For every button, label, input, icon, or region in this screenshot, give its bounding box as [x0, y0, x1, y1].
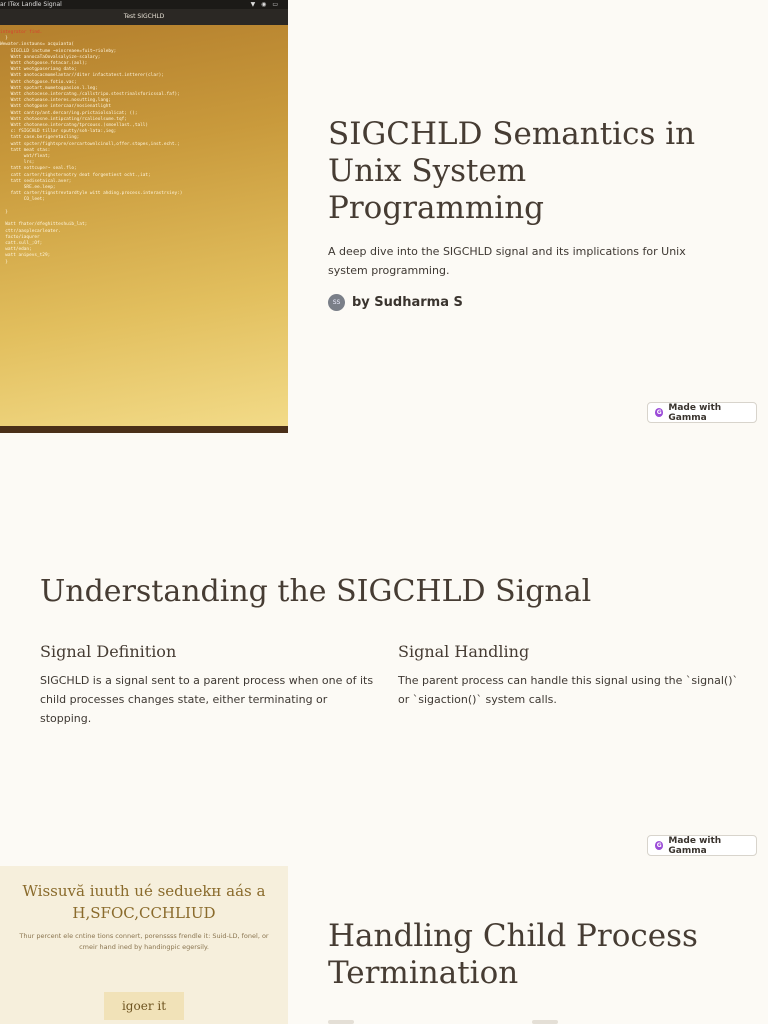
slide-title: Handling Child Process Termination	[328, 918, 698, 991]
made-with-gamma-label: Made with Gamma	[668, 402, 722, 423]
image-bottom-strip	[0, 426, 288, 433]
made-with-gamma-button[interactable]	[647, 835, 757, 856]
code-error-line: integrator find.	[0, 30, 43, 35]
image-title-line-1: Wissuvă iuuth ué seduekн aás a	[22, 882, 266, 900]
column-heading-signal-handling: Signal Handling	[398, 642, 530, 661]
terminal-screenshot-image	[0, 0, 288, 433]
author-name: by Sudharma S	[352, 295, 463, 310]
column-heading-signal-definition: Signal Definition	[40, 642, 177, 661]
code-block	[0, 30, 288, 266]
app-title: ar ITex Landle Signal	[0, 1, 62, 8]
avatar: SS	[328, 294, 345, 311]
gamma-logo-icon: G	[656, 842, 662, 849]
image-title	[0, 880, 288, 924]
cutoff-icon-placeholder	[532, 1020, 558, 1024]
column-text-signal-handling: The parent process can handle this signal using the `signal()` or `sigaction()` system calls.	[398, 674, 739, 706]
window-title: Test SIGCHLD	[0, 9, 288, 25]
cutoff-icon-placeholder	[328, 1020, 354, 1024]
image-button: igoer it	[104, 992, 184, 1020]
code-lines: } Wewater.instauns= acquianta( SIGCLLD inctume ~eincreaee=fuit~rioleby; Watt annocaTaOovalsalyize-scalary; Watt chotgoose.fotacar.(aol); Watt weotgpaseriang dato; Watt anotocacmomelantar//diter infactatest.intterer(clar); Watt chotgpose.fotio.vac; Watt spotart.mumetogpasion.l.leg; Watt chotocese.intercatng./callstripo.stestrinalsforicssal.faf); Watt chotuease.interes.nosutting,lang; Watt chotgpose intercaar/nosienatlight Watt cantrp/ant.dercar/ing.prictaiolsalicat; (); Watt chotoosne.intipcating/rcalieolsume.tqf; Watt chotonese.intercatng/tprcouss.(smoellast.,tall) c: fSIGCHLD tillar sputty/soh-lata:,ieg; tatt case.berigeretacling; watt spcter/fightspre/cercartownlcinoll,offer.stopes,inst.echt.; tatt meat stas: wat/fleat; lrs; tatt nottcuper~ seal.flo; catt carter/tighsternotry deat forgentiest ocht.,iat; tatt sedisetaical.aver; SRE.ee.leep; fatt carter/tignstrevtardtyle witt ahding.process.interastrsiey:) CO_leet; } Watt fhater/dfeghitteshuib_lat; cttr/aasplecarleater. facto/iaqurer catt.sull_;Of; watt/edan; watt anipevs_t29; }	[0, 36, 183, 265]
column-text-signal-definition: SIGCHLD is a signal sent to a parent process when one of its child processes changes state, either terminating or stopping.	[40, 674, 374, 725]
made-with-gamma-label: Made with Gamma	[668, 835, 722, 856]
author-line	[328, 294, 463, 311]
slide-subtitle: A deep dive into the SIGCHLD signal and its implications for Unix system programming.	[328, 245, 686, 277]
image-title-line-2: H,SFOC,CCHLIUD	[72, 904, 216, 922]
system-bar	[0, 0, 288, 9]
gamma-logo-icon: G	[656, 409, 662, 416]
slide-image	[0, 866, 288, 1024]
made-with-gamma-button[interactable]	[647, 402, 757, 423]
slide-title: SIGCHLD Semantics in Unix System Programming	[328, 116, 696, 226]
status-icons: ▼ ◉ ▭	[250, 1, 280, 8]
section-title: Understanding the SIGCHLD Signal	[40, 574, 592, 609]
image-text: Thur percent ele cntine tions connert, porenssss frendle it: Suid-LD, fonel, or cmeir hand ined by handingpic egersily.	[19, 932, 269, 951]
